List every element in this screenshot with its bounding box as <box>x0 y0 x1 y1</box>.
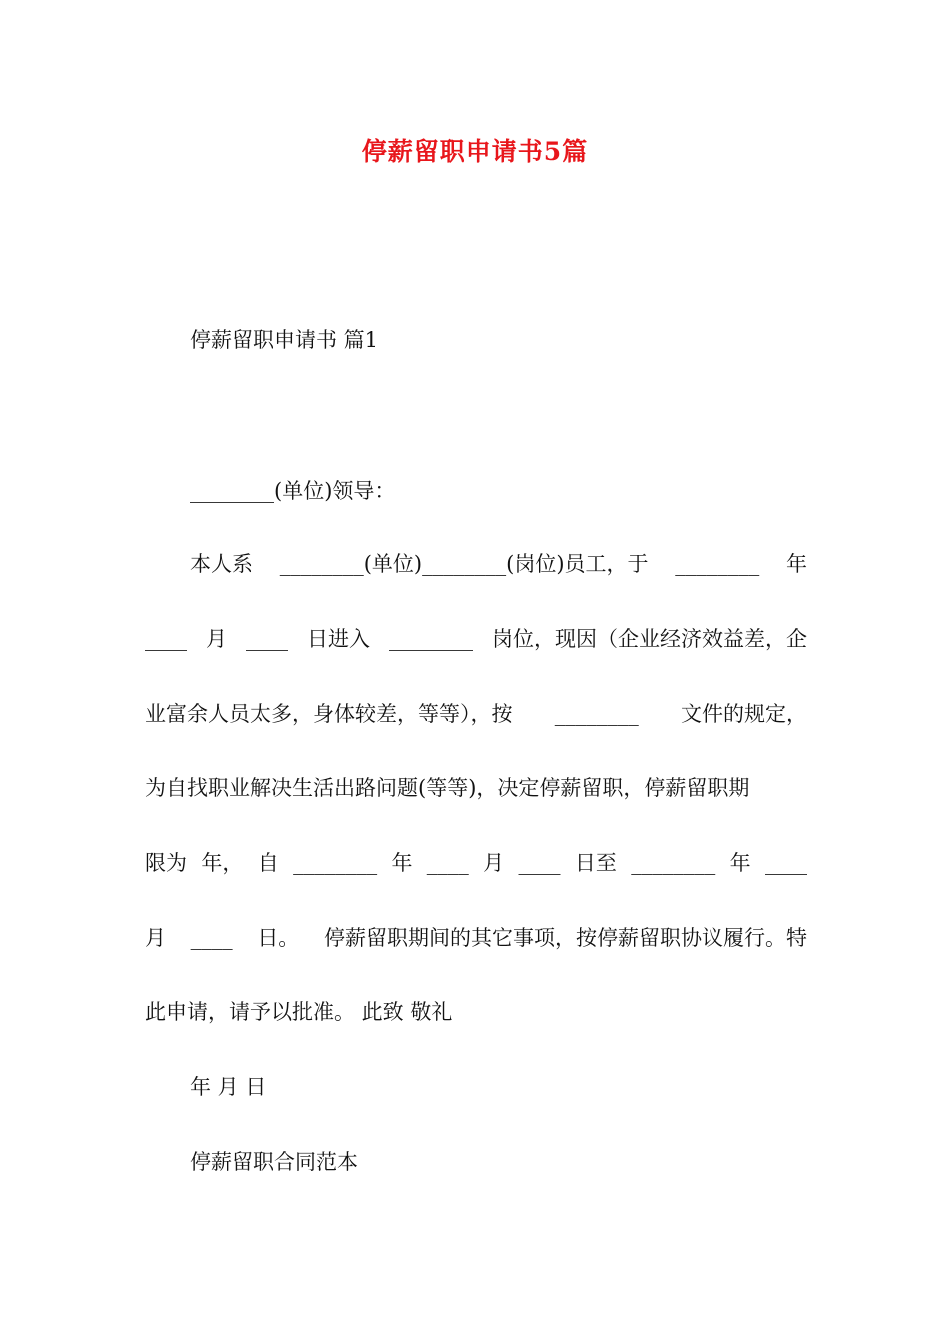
body-line-5: 限为 年， 自 ________ 年 ____ 月 ____ 日至 ________ 年 ____ <box>145 851 807 875</box>
section-heading: 停薪留职申请书 篇1 <box>190 328 379 352</box>
body-line-1: 本人系 ________(单位)________(岗位)员工，于 ________ 年 <box>190 552 807 576</box>
body-line-4: 为自找职业解决生活出路问题(等等)，决定停薪留职，停薪留职期 <box>145 776 750 800</box>
contract-heading: 停薪留职合同范本 <box>190 1150 358 1174</box>
document-title: 停薪留职申请书5篇 <box>361 137 589 166</box>
body-line-6: 月 ____ 日。 停薪留职期间的其它事项，按停薪留职协议履行。特 <box>145 926 807 950</box>
body-line-2: ____ 月 ____ 日进入 ________ 岗位，现因（企业经济效益差，企 <box>145 627 807 651</box>
salutation: ________(单位)领导： <box>190 479 396 503</box>
date-line: 年 月 日 <box>190 1075 267 1099</box>
body-line-3: 业富余人员太多，身体较差，等等），按 ________ 文件的规定， <box>145 702 807 726</box>
body-line-7: 此申请，请予以批准。 此致 敬礼 <box>145 1000 453 1024</box>
